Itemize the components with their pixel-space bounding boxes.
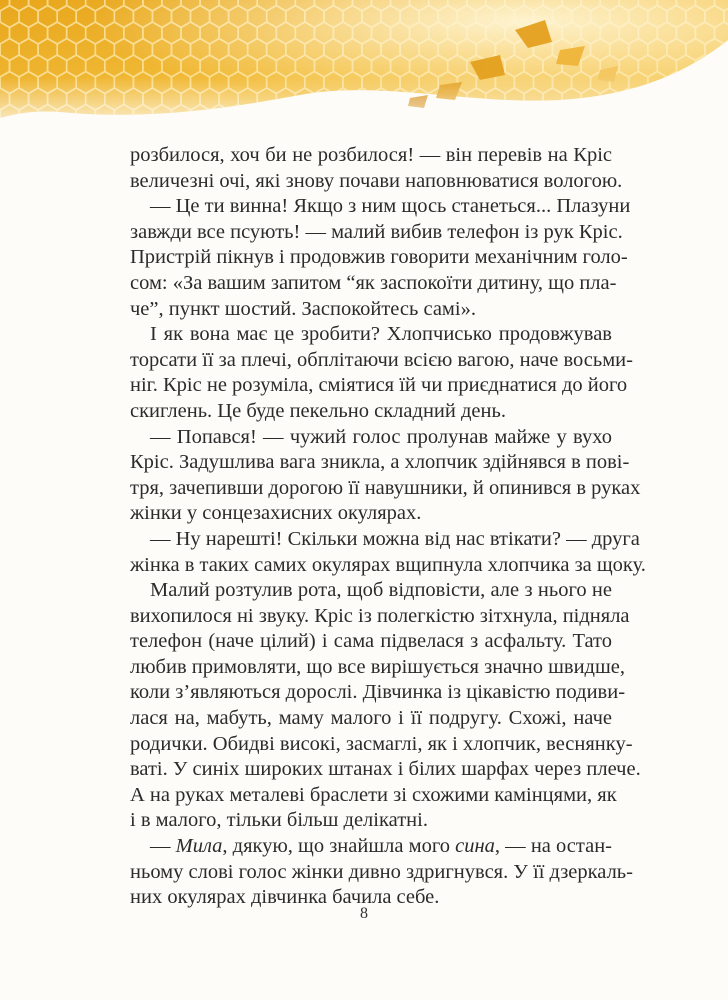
text-line: — Це ти винна! Якщо з ним щось станеться... Плазуни <box>150 195 631 218</box>
paragraph <box>130 194 631 322</box>
text-line: них окулярах дівчинка бачила себе. <box>130 886 440 909</box>
text-line: величезні очі, які знову почави наповнюватися вологою. <box>130 169 623 192</box>
text-line: торсати її за плечі, обплітаючи всією вагою, наче восьми- <box>130 348 633 371</box>
paragraph <box>130 527 646 578</box>
text-line: А на руках металеві браслети зі схожими камінцями, як <box>130 783 617 806</box>
text-line: Малий розтулив рота, щоб відповісти, але з нього не <box>150 579 612 602</box>
paragraph <box>130 425 641 527</box>
paragraph <box>130 143 623 194</box>
honeycomb-image <box>0 0 728 140</box>
text-line: ньому слові голос жінки дивно здригнувся. У її дзеркаль- <box>130 860 633 883</box>
text-line: сом: «За вашим запитом “як заспокоїти дитину, що пла- <box>130 271 617 294</box>
text-line: любив примовляти, що все вирішується значно швидше, <box>130 655 625 678</box>
honeycomb-header-illustration <box>0 0 728 140</box>
text-line: родички. Обидві високі, засмаглі, як і хлопчик, веснянку- <box>130 732 633 755</box>
text-line: — Попався! — чужий голос пролунав майже у вухо <box>150 425 612 448</box>
text-line: коли з’являються дорослі. Дівчинка із цікавістю подиви- <box>130 681 626 704</box>
paragraph <box>130 322 633 424</box>
text-line: лася на, мабуть, маму малого і її подругу. Схожі, наче <box>130 707 612 730</box>
text-line: ніг. Кріс не розуміла, сміятися їй чи приєднатися до його <box>130 374 628 397</box>
text-line: розбилося, хоч би не розбилося! — він перевів на Кріс <box>130 144 612 166</box>
text-line: тря, зачепивши дорогою її навушники, й опинився в руках <box>130 476 641 499</box>
text-line: — Мила, дякую, що знайшла мого сина, — на остан- <box>150 835 612 858</box>
text-line: ваті. У синіх широких штанах і білих шарфах через плече. <box>130 758 641 781</box>
text-line: завжди все псують! — малий вибив телефон із рук Кріс. <box>130 220 623 243</box>
paragraph <box>130 834 633 911</box>
text-line: і в малого, тільки більш делікатні. <box>130 809 428 832</box>
text-line: че”, пункт шостий. Заспокойтесь самі». <box>130 297 476 320</box>
text-line: жінки у сонцезахисних окулярах. <box>130 502 422 525</box>
text-line: Пристрій пікнув і продовжив говорити механічним голо- <box>130 246 628 269</box>
text-line: вихопилося ні звуку. Кріс із полегкістю зітхнула, підняла <box>130 604 630 627</box>
text-line: І як вона має це зробити? Хлопчисько продовжував <box>150 323 612 346</box>
text-line: — Ну нарешті! Скільки можна від нас втікати? — друга <box>150 527 640 550</box>
paragraph <box>130 578 641 834</box>
text-line: скиглень. Це буде пекельно складний день. <box>130 399 506 422</box>
text-line: жінка в таких самих окулярах вщипнула хлопчика за щоку. <box>130 553 646 576</box>
page-number: 8 <box>360 905 368 922</box>
text-line: телефон (наче цілий) і сама підвелася з асфальту. Тато <box>130 630 612 653</box>
body-text <box>130 143 646 911</box>
text-line: Кріс. Задушлива вага зникла, а хлопчик здійнявся в пові- <box>130 451 630 474</box>
